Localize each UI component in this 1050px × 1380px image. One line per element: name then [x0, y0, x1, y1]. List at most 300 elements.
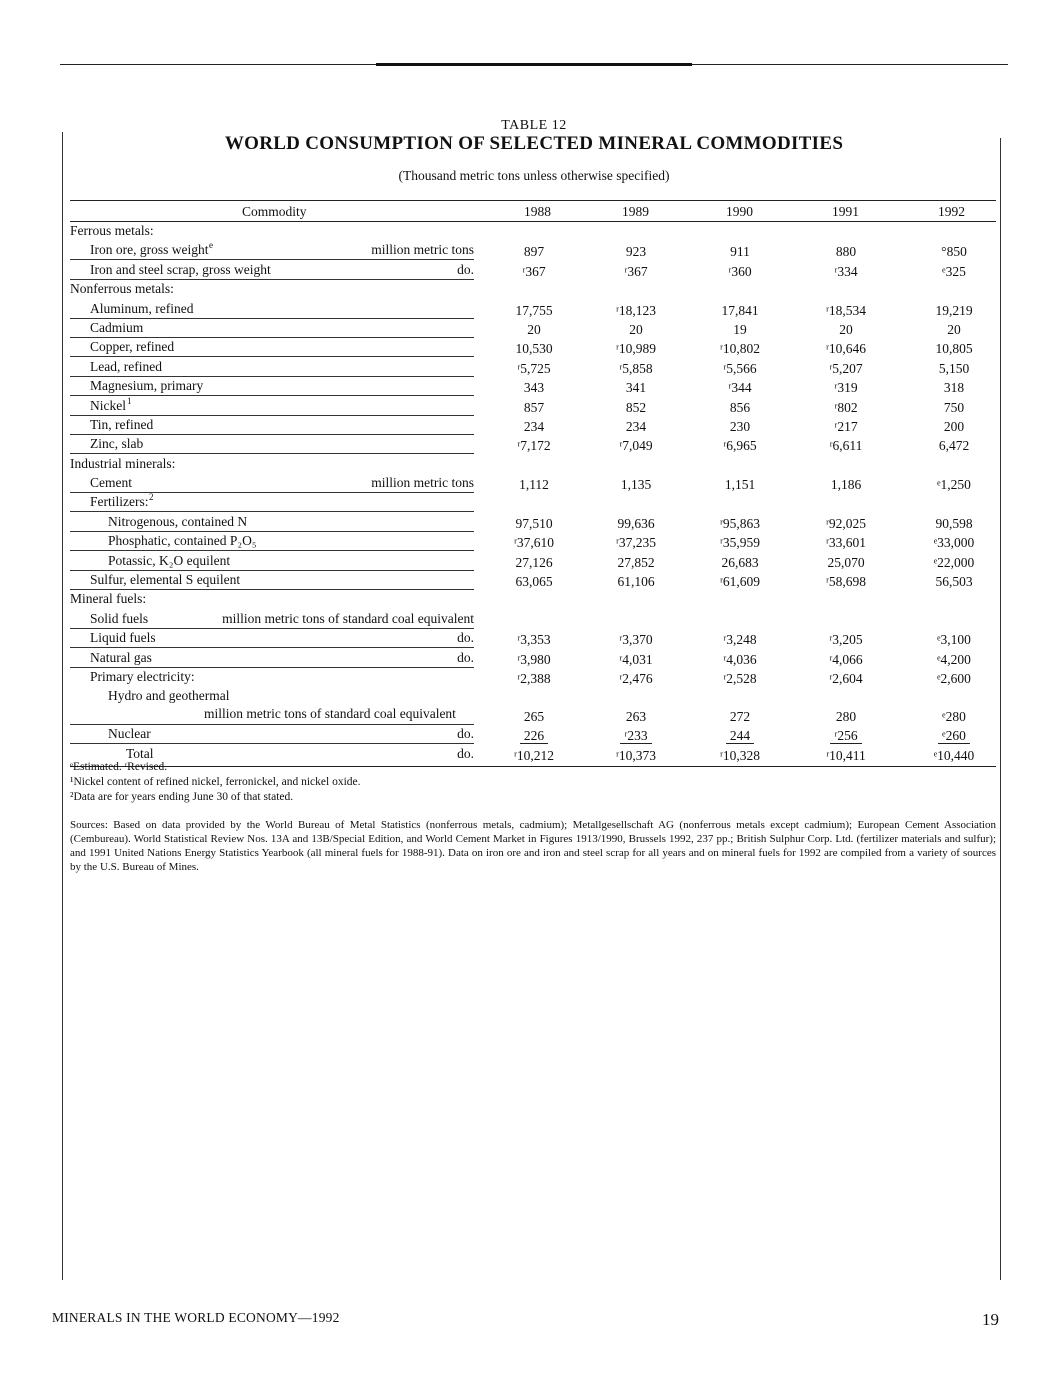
- table-row: [70, 397, 996, 416]
- value-cell-1988: [494, 574, 574, 590]
- table-row: [70, 493, 996, 512]
- value-cell-1992: [914, 555, 994, 571]
- row-label: Iron ore, gross weight: [90, 242, 209, 258]
- value-cell-1989: [596, 322, 676, 338]
- value-text: ᵉ3,100: [937, 632, 971, 648]
- value-cell-1992: [914, 419, 994, 435]
- row-label-cell: [70, 359, 474, 377]
- value-text: ʳ10,989: [615, 341, 657, 357]
- row-unit: million metric tons: [371, 242, 474, 258]
- value-cell-1990: [700, 322, 780, 338]
- row-label-cell: [70, 301, 474, 319]
- value-cell-1988: [494, 400, 574, 416]
- value-cell-1991: [806, 477, 886, 493]
- value-cell-1991: [806, 400, 886, 416]
- row-unit: do.: [457, 649, 474, 665]
- value-text: 20: [947, 321, 961, 337]
- value-cell-1991: [806, 361, 886, 377]
- table-row: [70, 338, 996, 357]
- row-label-cell: [70, 456, 474, 473]
- value-cell-1991: [806, 709, 886, 725]
- value-cell-1990: [700, 438, 780, 454]
- value-cell-1991: [806, 652, 886, 668]
- value-text: ʳ5,207: [829, 360, 863, 376]
- value-text: ʳ344: [728, 380, 752, 396]
- row-label-cell: [70, 494, 474, 512]
- value-text: ᵉ260: [938, 728, 970, 744]
- row-label: Iron and steel scrap, gross weight: [90, 261, 271, 277]
- value-text: ʳ6,965: [723, 438, 757, 454]
- value-text: ᵉ33,000: [933, 535, 975, 551]
- table-row: [70, 261, 996, 280]
- value-text: 17,755: [515, 302, 553, 318]
- row-label-cell: [70, 378, 474, 396]
- value-cell-1988: [494, 709, 574, 725]
- table-row: [70, 416, 996, 435]
- value-cell-1990: [700, 477, 780, 493]
- value-cell-1992: [914, 380, 994, 396]
- value-cell-1992: [914, 516, 994, 532]
- value-cell-1991: [806, 728, 886, 744]
- value-cell-1989: [596, 555, 676, 571]
- row-label-cell: [70, 475, 474, 493]
- value-text: 27,852: [617, 554, 655, 570]
- value-cell-1989: [596, 264, 676, 280]
- value-text: 1,112: [519, 477, 549, 493]
- table-row: [70, 649, 996, 668]
- value-cell-1988: [494, 632, 574, 648]
- value-text: 280: [835, 709, 857, 725]
- value-cell-1989: [596, 341, 676, 357]
- value-cell-1989: [596, 516, 676, 532]
- row-label-cell: [70, 242, 474, 260]
- value-text: °850: [941, 244, 967, 260]
- value-text: 318: [943, 380, 965, 396]
- value-cell-1990: [700, 361, 780, 377]
- value-text: ʳ2,604: [829, 670, 863, 686]
- value-text: 97,510: [515, 515, 553, 531]
- value-cell-1989: [596, 748, 676, 764]
- value-cell-1991: [806, 303, 886, 319]
- table-row: [70, 552, 996, 571]
- value-cell-1989: [596, 477, 676, 493]
- value-text: 343: [523, 380, 545, 396]
- value-text: ʳ217: [834, 418, 858, 434]
- consumption-table: [70, 200, 996, 767]
- value-cell-1991: [806, 322, 886, 338]
- row-label: Solid fuels: [90, 610, 149, 626]
- value-cell-1992: [914, 748, 994, 764]
- row-unit: do.: [457, 745, 474, 761]
- value-cell-1989: [596, 574, 676, 590]
- value-text: ʳ5,566: [723, 360, 757, 376]
- value-cell-1992: [914, 361, 994, 377]
- value-cell-1990: [700, 574, 780, 590]
- footnote-fertilizers: ²Data are for years ending June 30 of that stated.: [70, 791, 294, 803]
- left-margin-line: [62, 132, 63, 1280]
- value-text: 200: [943, 418, 965, 434]
- table-row: [70, 474, 996, 493]
- value-cell-1991: [806, 380, 886, 396]
- value-cell-1991: [806, 555, 886, 571]
- row-label: Nickel: [90, 397, 126, 413]
- value-cell-1991: [806, 671, 886, 687]
- value-text: ʳ233: [620, 728, 651, 744]
- table-row: [70, 222, 996, 241]
- row-label-footnote-mark: 2: [149, 492, 154, 503]
- value-text: 263: [625, 709, 647, 725]
- header-year-1989: 1989: [622, 204, 649, 219]
- value-cell-1988: [494, 419, 574, 435]
- value-cell-1989: [596, 438, 676, 454]
- row-label-cell: [70, 223, 474, 240]
- row-label: Primary electricity:: [90, 668, 195, 684]
- row-label-cell: [70, 533, 474, 551]
- row-label-cell: [70, 630, 474, 648]
- publication-footer: MINERALS IN THE WORLD ECONOMY—1992: [52, 1310, 340, 1325]
- value-cell-1989: [596, 671, 676, 687]
- row-label: Hydro and geothermal: [108, 688, 230, 704]
- value-text: ʳ3,980: [517, 651, 551, 667]
- value-cell-1992: [914, 709, 994, 725]
- value-text: 750: [943, 399, 965, 415]
- value-text: 234: [523, 418, 545, 434]
- row-unit: million metric tons of standard coal equivalent: [222, 610, 474, 626]
- row-label: Nuclear: [108, 726, 151, 742]
- value-text: 911: [730, 244, 750, 260]
- value-cell-1990: [700, 728, 780, 744]
- value-text: ʳ37,235: [615, 535, 657, 551]
- value-cell-1992: [914, 438, 994, 454]
- value-text: 226: [520, 728, 548, 744]
- value-text: 5,150: [938, 360, 970, 376]
- value-text: 25,070: [827, 554, 865, 570]
- value-cell-1989: [596, 361, 676, 377]
- value-cell-1988: [494, 303, 574, 319]
- value-text: ʳ95,863: [719, 515, 761, 531]
- value-text: ʳ92,025: [825, 515, 867, 531]
- value-text: 1,186: [830, 477, 862, 493]
- table-row: [70, 610, 996, 629]
- value-cell-1991: [806, 438, 886, 454]
- table-row: [70, 435, 996, 454]
- footnote-estimated-revised: ᵉEstimated. ʳRevised.: [70, 761, 168, 773]
- value-text: ʳ2,476: [619, 670, 653, 686]
- row-label: Phosphatic, contained P₂O₅: [108, 533, 257, 549]
- value-text: ʳ3,370: [619, 632, 653, 648]
- value-cell-1992: [914, 632, 994, 648]
- row-label: Sulfur, elemental S equilent: [90, 572, 241, 588]
- row-label: Cadmium: [90, 319, 144, 335]
- value-cell-1990: [700, 632, 780, 648]
- value-cell-1990: [700, 652, 780, 668]
- value-text: ʳ37,610: [513, 535, 555, 551]
- header-commodity: Commodity: [242, 204, 307, 219]
- value-cell-1992: [914, 244, 994, 260]
- table-row: [70, 241, 996, 260]
- value-cell-1992: [914, 535, 994, 551]
- value-text: 923: [625, 244, 647, 260]
- value-cell-1988: [494, 555, 574, 571]
- value-text: ᵉ2,600: [937, 670, 971, 686]
- value-cell-1990: [700, 303, 780, 319]
- value-cell-1991: [806, 419, 886, 435]
- value-cell-1992: [914, 652, 994, 668]
- row-label-cell: [70, 436, 474, 454]
- header-year-1992: 1992: [938, 204, 965, 219]
- header-year-1991: 1991: [832, 204, 859, 219]
- value-cell-1990: [700, 535, 780, 551]
- sources-paragraph: Sources: Based on data provided by the World Bureau of Metal Statistics (nonferrous metals, cadmium); Metallgesellschaft AG (nonferrous metals except cadmium); European Cement Association (Cembureau). World Statistical Review Nos. 13A and 13B/Special Edition, and World Cement Market in Figures 1913/1990, Brussels 1992, 237 pp.; British Sulphur Corp. Ltd. (fertilizer materials and sulfur); and 1991 United Nations Energy Statistics Yearbook (all mineral fuels for 1988-91). Data on iron ore and iron and steel scrap for all years and on mineral fuels for 1992 are compiled from a variety of sources by the U.S. Bureau of Mines.: [70, 819, 996, 873]
- value-text: 1,135: [620, 477, 652, 493]
- value-text: 20: [839, 321, 853, 337]
- table-row: [70, 280, 996, 299]
- value-cell-1990: [700, 419, 780, 435]
- value-text: ʳ360: [728, 263, 752, 279]
- value-text: ᵉ1,250: [937, 477, 971, 493]
- row-label-cell: [70, 611, 474, 629]
- value-text: 272: [729, 709, 751, 725]
- value-cell-1989: [596, 535, 676, 551]
- value-cell-1989: [596, 632, 676, 648]
- value-text: 265: [523, 709, 545, 725]
- value-text: ʳ334: [834, 263, 858, 279]
- table-header-row: [70, 201, 996, 222]
- row-label-cell: [70, 339, 474, 357]
- value-cell-1990: [700, 264, 780, 280]
- value-text: 63,065: [515, 574, 553, 590]
- value-text: 19,219: [935, 302, 973, 318]
- value-text: ʳ4,066: [829, 651, 863, 667]
- value-text: ʳ4,031: [619, 651, 653, 667]
- table-row: [70, 629, 996, 648]
- value-cell-1989: [596, 303, 676, 319]
- page-number: 19: [982, 1310, 999, 1329]
- row-label: Fertilizers:: [90, 494, 149, 510]
- value-text: ʳ367: [522, 263, 546, 279]
- row-unit: million metric tons: [371, 475, 474, 491]
- value-text: ʳ3,248: [723, 632, 757, 648]
- table-row: [70, 319, 996, 338]
- value-cell-1990: [700, 400, 780, 416]
- row-label-cell: [70, 514, 474, 532]
- value-text: ʳ18,123: [615, 302, 657, 318]
- table-row: [70, 377, 996, 396]
- table-row: [70, 590, 996, 609]
- row-label-footnote-mark: 1: [127, 395, 132, 406]
- value-text: 880: [835, 244, 857, 260]
- value-cell-1990: [700, 709, 780, 725]
- value-cell-1991: [806, 516, 886, 532]
- row-label-cell: [70, 572, 474, 590]
- value-text: 26,683: [721, 554, 759, 570]
- value-text: ʳ5,725: [517, 360, 551, 376]
- footnote-nickel: ¹Nickel content of refined nickel, ferronickel, and nickel oxide.: [70, 776, 361, 788]
- value-text: 56,503: [935, 574, 973, 590]
- row-label: Nitrogenous, contained N: [108, 513, 248, 529]
- value-cell-1988: [494, 380, 574, 396]
- value-text: ʳ2,528: [723, 670, 757, 686]
- value-cell-1988: [494, 477, 574, 493]
- value-text: ʳ33,601: [825, 535, 867, 551]
- value-cell-1988: [494, 244, 574, 260]
- value-text: 341: [625, 380, 647, 396]
- value-text: ʳ367: [624, 263, 648, 279]
- value-text: 856: [729, 399, 751, 415]
- row-label: Cement: [90, 475, 132, 491]
- value-text: 857: [523, 399, 545, 415]
- value-cell-1992: [914, 303, 994, 319]
- value-text: 20: [527, 321, 541, 337]
- row-label: Zinc, slab: [90, 436, 144, 452]
- value-text: ᵉ22,000: [933, 554, 975, 570]
- value-text: ᵉ325: [942, 263, 966, 279]
- value-cell-1990: [700, 380, 780, 396]
- value-cell-1992: [914, 322, 994, 338]
- value-cell-1992: [914, 400, 994, 416]
- value-cell-1990: [700, 516, 780, 532]
- value-text: ᵉ280: [942, 709, 966, 725]
- value-cell-1992: [914, 728, 994, 744]
- row-label: Lead, refined: [90, 358, 162, 374]
- row-label-cell: [70, 591, 474, 608]
- value-text: 10,805: [935, 341, 973, 357]
- value-cell-1991: [806, 535, 886, 551]
- row-label-cell: [70, 688, 474, 725]
- table-body: [70, 222, 996, 764]
- table-row: [70, 513, 996, 532]
- value-text: 99,636: [617, 515, 655, 531]
- value-text: ʳ319: [834, 380, 858, 396]
- value-cell-1989: [596, 652, 676, 668]
- value-text: ʳ35,959: [719, 535, 761, 551]
- value-cell-1991: [806, 244, 886, 260]
- value-cell-1992: [914, 477, 994, 493]
- value-text: ʳ7,049: [619, 438, 653, 454]
- row-label: Nonferrous metals:: [70, 281, 174, 297]
- row-label: Industrial minerals:: [70, 455, 176, 471]
- table-row: [70, 455, 996, 474]
- value-cell-1988: [494, 652, 574, 668]
- value-cell-1988: [494, 728, 574, 744]
- value-cell-1990: [700, 671, 780, 687]
- value-text: 17,841: [721, 302, 759, 318]
- header-year-1990: 1990: [726, 204, 753, 219]
- value-text: 27,126: [515, 554, 553, 570]
- value-cell-1988: [494, 748, 574, 764]
- row-label-cell: [70, 726, 474, 744]
- value-cell-1991: [806, 574, 886, 590]
- value-cell-1988: [494, 341, 574, 357]
- row-label: Natural gas: [90, 649, 152, 665]
- value-text: ʳ10,328: [719, 747, 761, 763]
- value-cell-1988: [494, 361, 574, 377]
- value-text: 10,530: [515, 341, 553, 357]
- table-footnotes: [70, 760, 361, 805]
- value-cell-1989: [596, 380, 676, 396]
- value-text: ʳ18,534: [825, 302, 867, 318]
- value-text: ᵉ10,440: [933, 747, 975, 763]
- value-text: 19: [733, 321, 747, 337]
- value-text: 61,106: [617, 574, 655, 590]
- value-cell-1988: [494, 438, 574, 454]
- value-text: ʳ3,205: [829, 632, 863, 648]
- value-text: ʳ6,611: [829, 438, 863, 454]
- value-text: ʳ256: [830, 728, 861, 744]
- table-row: [70, 725, 996, 744]
- value-text: ʳ58,698: [825, 574, 867, 590]
- value-cell-1989: [596, 400, 676, 416]
- value-text: ʳ10,802: [719, 341, 761, 357]
- value-cell-1992: [914, 264, 994, 280]
- value-text: 6,472: [938, 438, 970, 454]
- value-text: ʳ7,172: [517, 438, 551, 454]
- header-year-1988: 1988: [524, 204, 551, 219]
- value-cell-1991: [806, 632, 886, 648]
- row-label: Magnesium, primary: [90, 378, 204, 394]
- table-row: [70, 300, 996, 319]
- row-label: Potassic, K₂O equilent: [108, 552, 231, 568]
- row-label-footnote-mark: e: [209, 240, 213, 251]
- row-label-cell: [70, 395, 474, 416]
- value-cell-1988: [494, 535, 574, 551]
- value-text: ʳ2,388: [517, 670, 551, 686]
- row-unit: do.: [457, 261, 474, 277]
- table-row: [70, 571, 996, 590]
- row-label-cell: [70, 262, 474, 280]
- right-margin-line: [1000, 138, 1001, 1280]
- value-text: 897: [523, 244, 545, 260]
- value-text: 244: [726, 728, 754, 744]
- value-cell-1989: [596, 419, 676, 435]
- row-label-cell: [70, 281, 474, 298]
- table-row: [70, 358, 996, 377]
- value-cell-1991: [806, 264, 886, 280]
- value-text: 234: [625, 418, 647, 434]
- value-text: 230: [729, 418, 751, 434]
- table-subtitle: (Thousand metric tons unless otherwise specified): [398, 168, 670, 183]
- table-row: [70, 687, 996, 725]
- value-cell-1992: [914, 574, 994, 590]
- value-text: ʳ10,373: [615, 747, 657, 763]
- row-label: Aluminum, refined: [90, 300, 194, 316]
- value-cell-1988: [494, 671, 574, 687]
- value-cell-1992: [914, 341, 994, 357]
- row-label: Ferrous metals:: [70, 223, 154, 238]
- value-text: 20: [629, 321, 643, 337]
- row-label-cell: [70, 417, 474, 435]
- row-unit: do.: [457, 726, 474, 742]
- value-text: ʳ10,411: [826, 747, 866, 763]
- table-row: [70, 532, 996, 551]
- row-unit: do.: [457, 630, 474, 646]
- value-text: ᵉ4,200: [937, 651, 971, 667]
- value-text: 852: [625, 399, 647, 415]
- table-number: TABLE 12: [501, 118, 567, 133]
- row-label: Copper, refined: [90, 339, 175, 355]
- value-cell-1989: [596, 728, 676, 744]
- value-text: ʳ3,353: [517, 632, 551, 648]
- value-cell-1988: [494, 264, 574, 280]
- row-label: Liquid fuels: [90, 630, 156, 646]
- value-text: ʳ61,609: [719, 574, 761, 590]
- value-cell-1988: [494, 322, 574, 338]
- value-text: ʳ5,858: [619, 360, 653, 376]
- value-text: 90,598: [935, 515, 973, 531]
- value-text: ʳ10,212: [513, 747, 555, 763]
- value-text: 1,151: [724, 477, 756, 493]
- value-cell-1990: [700, 555, 780, 571]
